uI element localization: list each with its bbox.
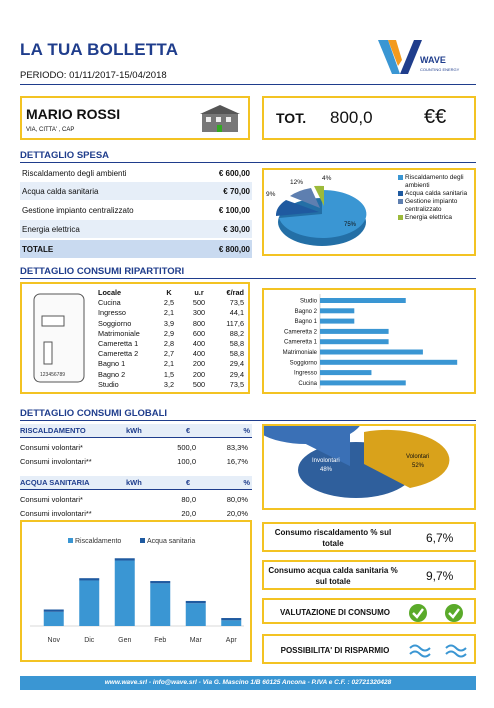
total-box [262, 96, 476, 140]
globali-pie-chart [264, 426, 474, 508]
tick-label: Cameretta 1 [283, 339, 317, 346]
legend-label: Acqua sanitaria [147, 538, 196, 545]
check-icon [409, 604, 427, 622]
bar [221, 618, 241, 620]
bar [44, 612, 64, 626]
logo-tagline: COUNTING ENERGY [420, 67, 460, 72]
table-row: Studio 3,2 500 73,5 [98, 379, 244, 389]
house-icon [200, 105, 240, 133]
legend-swatch [68, 538, 73, 543]
meter-serial: 123456789 [40, 372, 66, 378]
bar [79, 578, 99, 580]
ripartitori-bar-chart [264, 290, 474, 392]
page-title: LA TUA BOLLETTA [20, 40, 179, 59]
risc-pct-label: Consumo riscaldamento % sul totale [274, 528, 392, 548]
spesa-row: Energia elettrica € 30,00 [20, 220, 252, 238]
check-icon [445, 604, 463, 622]
bar [186, 603, 206, 626]
meter-icon [28, 290, 92, 388]
bar [150, 581, 170, 583]
logo-word: WAVE [420, 55, 446, 65]
tick-label: Mar [189, 637, 202, 644]
table-row: Cameretta 2 2,7 400 58,8 [98, 349, 244, 359]
acqua-header: ACQUA SANITARIA kWh € % [20, 476, 252, 490]
bar [320, 350, 423, 355]
divider [20, 278, 476, 279]
pie-label: 75% [344, 222, 357, 228]
risparmio-label: POSSIBILITA' DI RISPARMIO [280, 646, 390, 655]
table-row: Consumi volontari* 80,0 80,0% [20, 494, 248, 504]
bar [150, 583, 170, 626]
pie-label: 9% [266, 191, 276, 198]
tick-label: Soggiorno [289, 360, 317, 367]
table-row: Cucina 2,5 500 73,5 [98, 298, 244, 308]
spesa-row: Acqua calda sanitaria € 70,00 [20, 182, 252, 200]
risc-header: RISCALDAMENTO kWh € % [20, 424, 252, 438]
spesa-row: Gestione impianto centralizzato € 100,00 [22, 205, 250, 215]
tick-label: Cameretta 2 [283, 329, 317, 336]
acqua-pct-value: 9,7% [426, 569, 454, 583]
divider [20, 162, 476, 163]
tick-label: Matrimoniale [282, 350, 317, 356]
bar [186, 601, 206, 603]
risc-pct-value: 6,7% [426, 531, 454, 545]
spesa-legend: Riscaldamento degli ambienti Acqua calda sanitaria Gestione impianto centralizzato Energia elettrica [398, 174, 476, 222]
bar [320, 370, 371, 375]
table-row: Consumi involontari** 20,0 20,0% [20, 508, 248, 518]
bar [79, 580, 99, 626]
tick-label: Ingresso [293, 370, 317, 377]
tick-label: Bagno 2 [294, 308, 317, 315]
bar [115, 561, 135, 626]
currency-symbol: €€ [424, 106, 447, 128]
table-row: Bagno 1 2,1 200 29,4 [98, 359, 244, 369]
wave-icon [410, 646, 430, 657]
footer: www.wave.srl - info@wave.srl - Via G. Mascino 1/B 60125 Ancona - P.IVA e C.F. : 02721320428 [20, 676, 476, 690]
acqua-pct-box [262, 560, 476, 590]
ripartitori-box [20, 282, 250, 394]
bar [320, 308, 354, 313]
bar [320, 298, 406, 303]
table-row: Locale K u.r €/rad [98, 288, 244, 297]
bar [320, 360, 457, 365]
tick-label: Apr [225, 637, 237, 644]
divider [20, 420, 476, 421]
bar [221, 620, 241, 626]
monthly-chart-box [20, 520, 252, 662]
pie-label: 48% [320, 467, 333, 473]
table-row: Soggiorno 3,9 800 117,6 [98, 318, 244, 328]
globali-tables [20, 424, 252, 520]
monthly-bar-chart [22, 522, 250, 660]
valutazione-box [262, 598, 476, 624]
legend-swatch [140, 538, 145, 543]
spesa-heading: DETTAGLIO SPESA [20, 150, 110, 161]
total-value: 800,0 [330, 108, 373, 127]
pie-label: 12% [290, 179, 304, 186]
tick-label: Dic [84, 637, 95, 644]
customer-address: VIA, CITTA' , CAP [26, 127, 75, 133]
tick-label: Cucina [298, 380, 317, 387]
table-row: Consumi volontari* 500,0 83,3% [20, 442, 248, 452]
globali-pie-box [262, 424, 476, 510]
acqua-pct-label: Consumo acqua calda sanitaria % sul totale [268, 566, 398, 586]
table-row: Consumi involontari** 100,0 16,7% [20, 456, 248, 466]
globali-heading: DETTAGLIO CONSUMI GLOBALI [20, 408, 168, 419]
tick-label: Feb [154, 637, 167, 644]
table-row: Ingresso 2,1 300 44,1 [98, 308, 244, 318]
tick-label: Bagno 1 [294, 319, 317, 326]
wave-icon [446, 646, 466, 657]
wave-icons [408, 640, 474, 660]
ripartitori-chart-box [262, 288, 476, 394]
spesa-row: Riscaldamento degli ambienti € 600,00 [22, 168, 250, 178]
bar [115, 558, 135, 560]
table-row: Bagno 2 1,5 200 29,4 [98, 369, 244, 379]
pie-label: 52% [412, 463, 425, 469]
risparmio-box [262, 634, 476, 664]
valutazione-label: VALUTAZIONE DI CONSUMO [280, 608, 390, 617]
table-row: Matrimoniale 2,9 600 88,2 [98, 328, 244, 338]
ripartitori-heading: DETTAGLIO CONSUMI RIPARTITORI [20, 266, 185, 277]
tick-label: Gen [118, 637, 132, 644]
spesa-pie-box [262, 168, 476, 256]
total-label: TOT. [276, 110, 307, 126]
pie-label: Involontari [312, 458, 340, 464]
bar [320, 329, 389, 334]
tick-label: Studio [299, 298, 317, 305]
customer-name: MARIO ROSSI [26, 106, 121, 122]
spesa-total-row: TOTALE € 800,00 [20, 240, 252, 258]
wave-logo [374, 38, 478, 80]
pie-label: Volontari [406, 454, 430, 460]
tick-label: Nov [47, 637, 60, 644]
legend-label: Riscaldamento [75, 538, 122, 545]
table-row: Cameretta 1 2,8 400 58,8 [98, 338, 244, 348]
divider [20, 84, 476, 85]
check-icons [408, 603, 472, 623]
bar [320, 339, 389, 344]
bar [320, 319, 354, 324]
billing-period: PERIODO: 01/11/2017-15/04/2018 [20, 70, 167, 81]
pie-label: 4% [322, 175, 332, 182]
bar [320, 380, 406, 385]
bar [44, 609, 64, 611]
ripartitori-table [98, 288, 244, 390]
risc-pct-box [262, 522, 476, 552]
customer-box [20, 96, 250, 140]
